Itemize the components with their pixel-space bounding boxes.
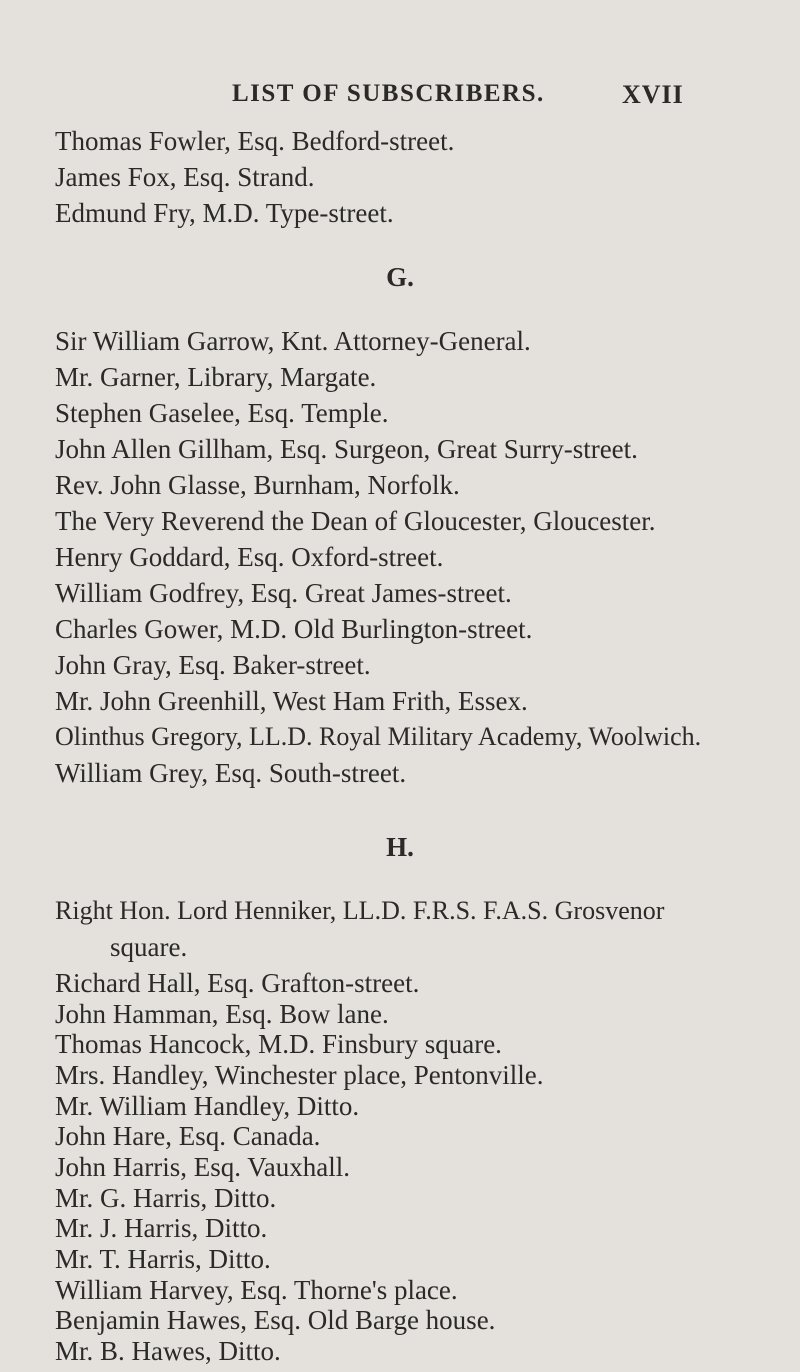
subscriber-entry: Mr. John Greenhill, West Ham Frith, Essex. bbox=[55, 686, 528, 716]
subscriber-entry: The Very Reverend the Dean of Gloucester, Gloucester. bbox=[55, 506, 656, 536]
subscriber-entry: Charles Gower, M.D. Old Burlington-street. bbox=[55, 614, 533, 644]
subscriber-entry: Rev. John Glasse, Burnham, Norfolk. bbox=[55, 470, 460, 500]
subscriber-entry: Stephen Gaselee, Esq. Temple. bbox=[55, 398, 389, 428]
subscriber-entry: John Gray, Esq. Baker-street. bbox=[55, 650, 371, 680]
subscriber-entry-first-line: Right Hon. Lord Henniker, LL.D. F.R.S. F.A.S. Grosvenor bbox=[55, 896, 665, 925]
subscriber-entry: Mr. B. Hawes, Ditto. bbox=[55, 1336, 281, 1366]
subscriber-entry: Henry Goddard, Esq. Oxford-street. bbox=[55, 542, 444, 572]
subscriber-entry: Richard Hall, Esq. Grafton-street. bbox=[55, 968, 420, 998]
subscriber-entry: John Hare, Esq. Canada. bbox=[55, 1121, 321, 1151]
section-letter-g: G. bbox=[386, 262, 414, 292]
subscriber-entry: Edmund Fry, M.D. Type-street. bbox=[55, 198, 394, 228]
subscriber-entry: John Hamman, Esq. Bow lane. bbox=[55, 999, 389, 1029]
subscriber-entry: Mr. G. Harris, Ditto. bbox=[55, 1183, 277, 1213]
subscriber-entry: Benjamin Hawes, Esq. Old Barge house. bbox=[55, 1305, 496, 1335]
subscriber-entry: Mr. William Handley, Ditto. bbox=[55, 1091, 360, 1121]
subscriber-entry: William Grey, Esq. South-street. bbox=[55, 758, 407, 788]
subscriber-entry: Mr. T. Harris, Ditto. bbox=[55, 1244, 271, 1274]
subscriber-entry: John Harris, Esq. Vauxhall. bbox=[55, 1152, 350, 1182]
subscriber-entry: Thomas Hancock, M.D. Finsbury square. bbox=[55, 1029, 502, 1059]
section-letter-h: H. bbox=[386, 832, 414, 862]
subscriber-entry-continuation: square. bbox=[110, 932, 188, 962]
page-number: XVII bbox=[622, 80, 684, 109]
subscriber-entry: Olinthus Gregory, LL.D. Royal Military Academy, Woolwich. bbox=[55, 722, 702, 751]
subscriber-entry: Sir William Garrow, Knt. Attorney-General. bbox=[55, 326, 531, 356]
running-header bbox=[0, 80, 800, 116]
subscriber-entry: William Harvey, Esq. Thorne's place. bbox=[55, 1275, 458, 1305]
subscriber-entry: Mr. J. Harris, Ditto. bbox=[55, 1213, 268, 1243]
subscriber-entry: William Godfrey, Esq. Great James-street. bbox=[55, 578, 512, 608]
subscriber-entry: James Fox, Esq. Strand. bbox=[55, 162, 315, 192]
subscriber-entry: John Allen Gillham, Esq. Surgeon, Great Surry-street. bbox=[55, 434, 638, 464]
subscriber-entry: Mrs. Handley, Winchester place, Pentonville. bbox=[55, 1060, 544, 1090]
subscriber-entry: Thomas Fowler, Esq. Bedford-street. bbox=[55, 126, 455, 156]
header-title: LIST OF SUBSCRIBERS. bbox=[232, 80, 545, 107]
subscriber-entry: Mr. Garner, Library, Margate. bbox=[55, 362, 377, 392]
